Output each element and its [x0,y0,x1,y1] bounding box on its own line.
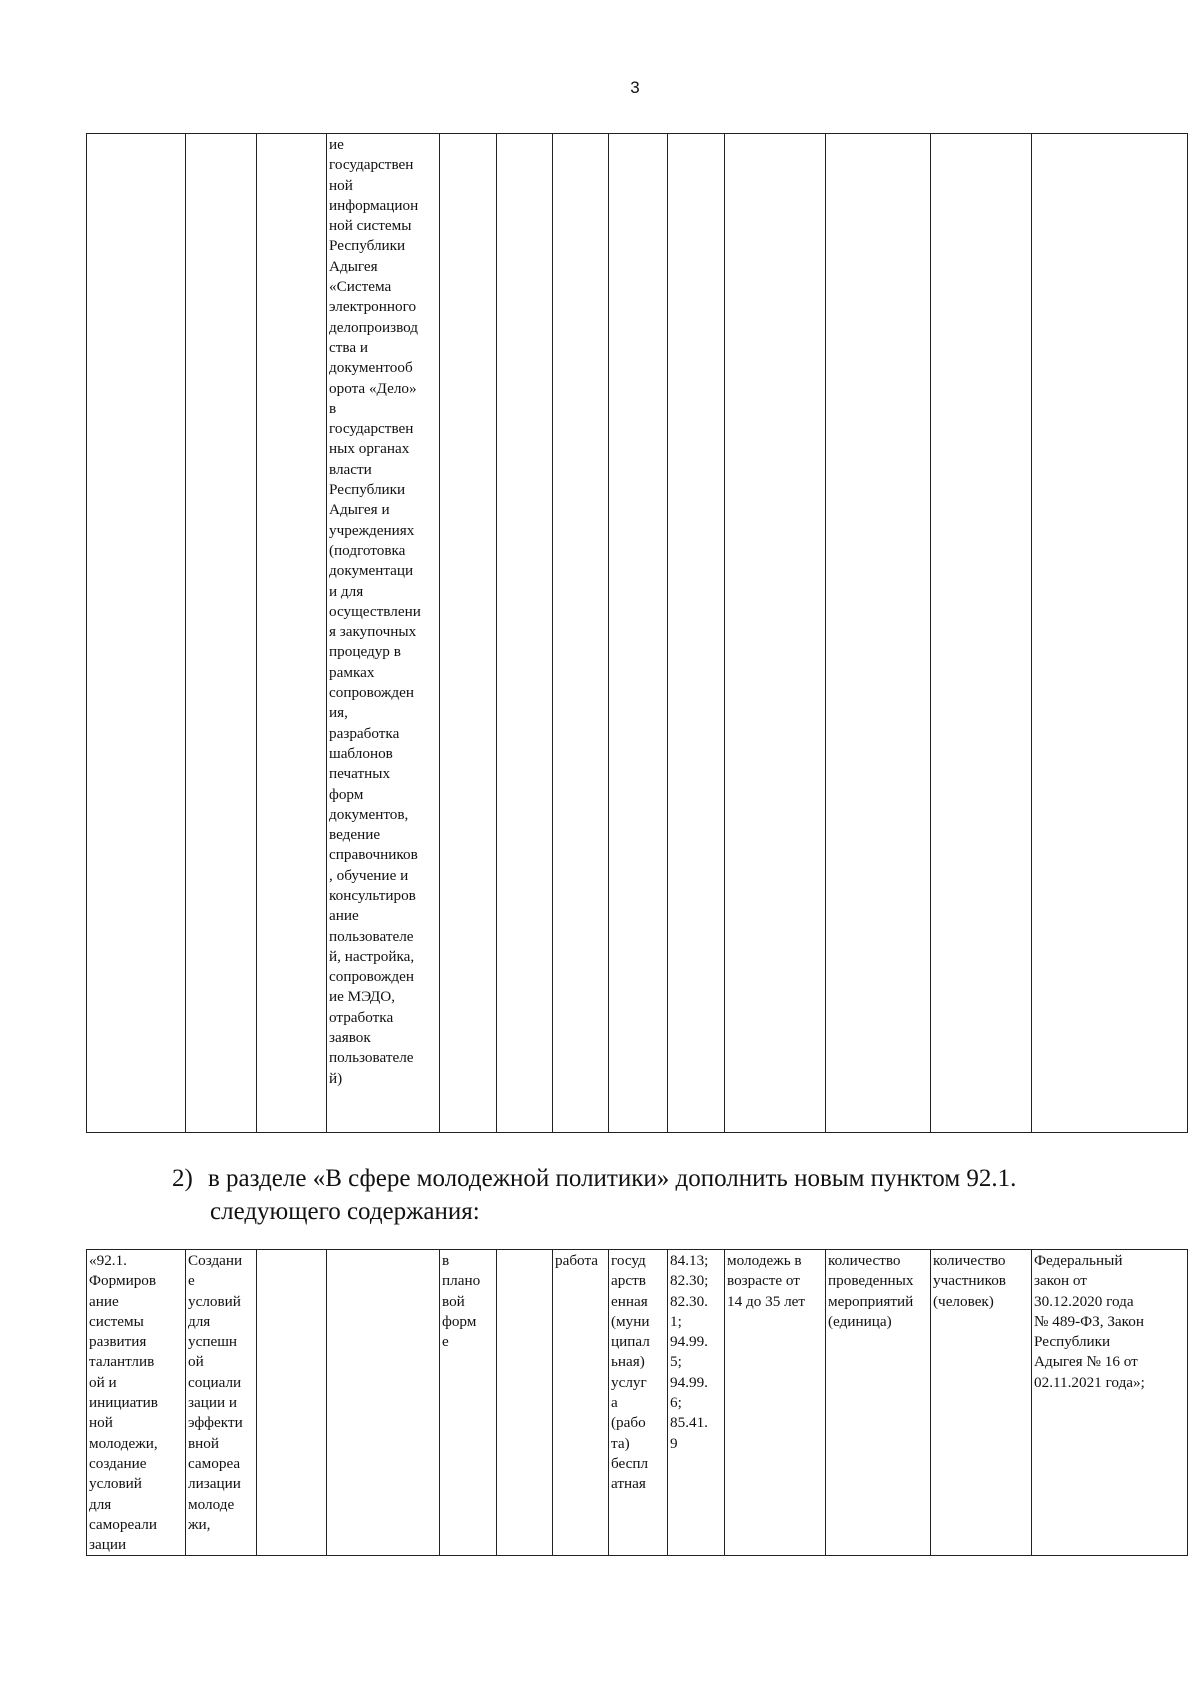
amendment-paragraph [172,1162,1152,1228]
table2-cell-paid-free: госуд арств енная (муни ципал ьная) услуг а (рабо та) беспл атная [609,1250,668,1556]
table1-cell-11 [826,134,931,1133]
table2-cell-legal-basis: Федеральный закон от 30.12.2020 года № 489-ФЗ, Закон Республики Адыгея № 16 от 02.11.2021 года»; [1032,1250,1188,1556]
table1-cell-6 [497,134,553,1133]
table2-cell-form: в плано вой форм е [440,1250,497,1556]
table2-cell-type: работа [553,1250,609,1556]
paragraph-line-2: следующего содержания: [210,1198,480,1225]
table1-cell-service-description: ие государствен ной информацион ной системы Республики Адыгея «Система электронного делопроизвод ства и документооб орота «Дело» в государствен ных органах власти Республики Адыгея и учреждениях (подготовка документаци и для осуществлени я закупочных процедур в рамках сопровожден ия, разработка шаблонов печатных форм документов, ведение справочников , обучение и консультиров ание пользователе й, настройка, сопровожден ие МЭДО, отработка заявок пользователе й) [327,134,440,1133]
table1-cell-7 [553,134,609,1133]
table1-cell-8 [609,134,668,1133]
table1-cell-1 [87,134,186,1133]
table2-cell-4 [327,1250,440,1556]
paragraph-line-1: в разделе «В сфере молодежной политики» дополнить новым пунктом 92.1. [208,1165,1017,1192]
table2-cell-3 [257,1250,327,1556]
table2-cell-content: Создани е условий для успешн ой социали зации и эффекти вной самореа лизации молоде жи, [186,1250,257,1556]
table2-cell-service-name: «92.1. Формиров ание системы развития талантлив ой и инициатив ной молодежи, создание условий для самореали зации [87,1250,186,1556]
table1-cell-3 [257,134,327,1133]
table2-cell-6 [497,1250,553,1556]
services-table-continued [86,133,1188,1133]
youth-policy-table [86,1249,1188,1556]
table2-cell-volume-indicator: количество проведенных мероприятий (единица) [826,1250,931,1556]
table2-cell-quality-indicator: количество участников (человек) [931,1250,1032,1556]
table1-cell-2 [186,134,257,1133]
table1-cell-9 [668,134,725,1133]
table1-cell-12 [931,134,1032,1133]
table2-cell-okved-codes: 84.13; 82.30; 82.30. 1; 94.99. 5; 94.99. 6; 85.41. 9 [668,1250,725,1556]
table1-cell-5 [440,134,497,1133]
table1-cell-13 [1032,134,1188,1133]
paragraph-number: 2) [172,1165,193,1192]
table2-cell-consumers: молодежь в возрасте от 14 до 35 лет [725,1250,826,1556]
table1-cell-10 [725,134,826,1133]
page-number: 3 [630,78,640,97]
